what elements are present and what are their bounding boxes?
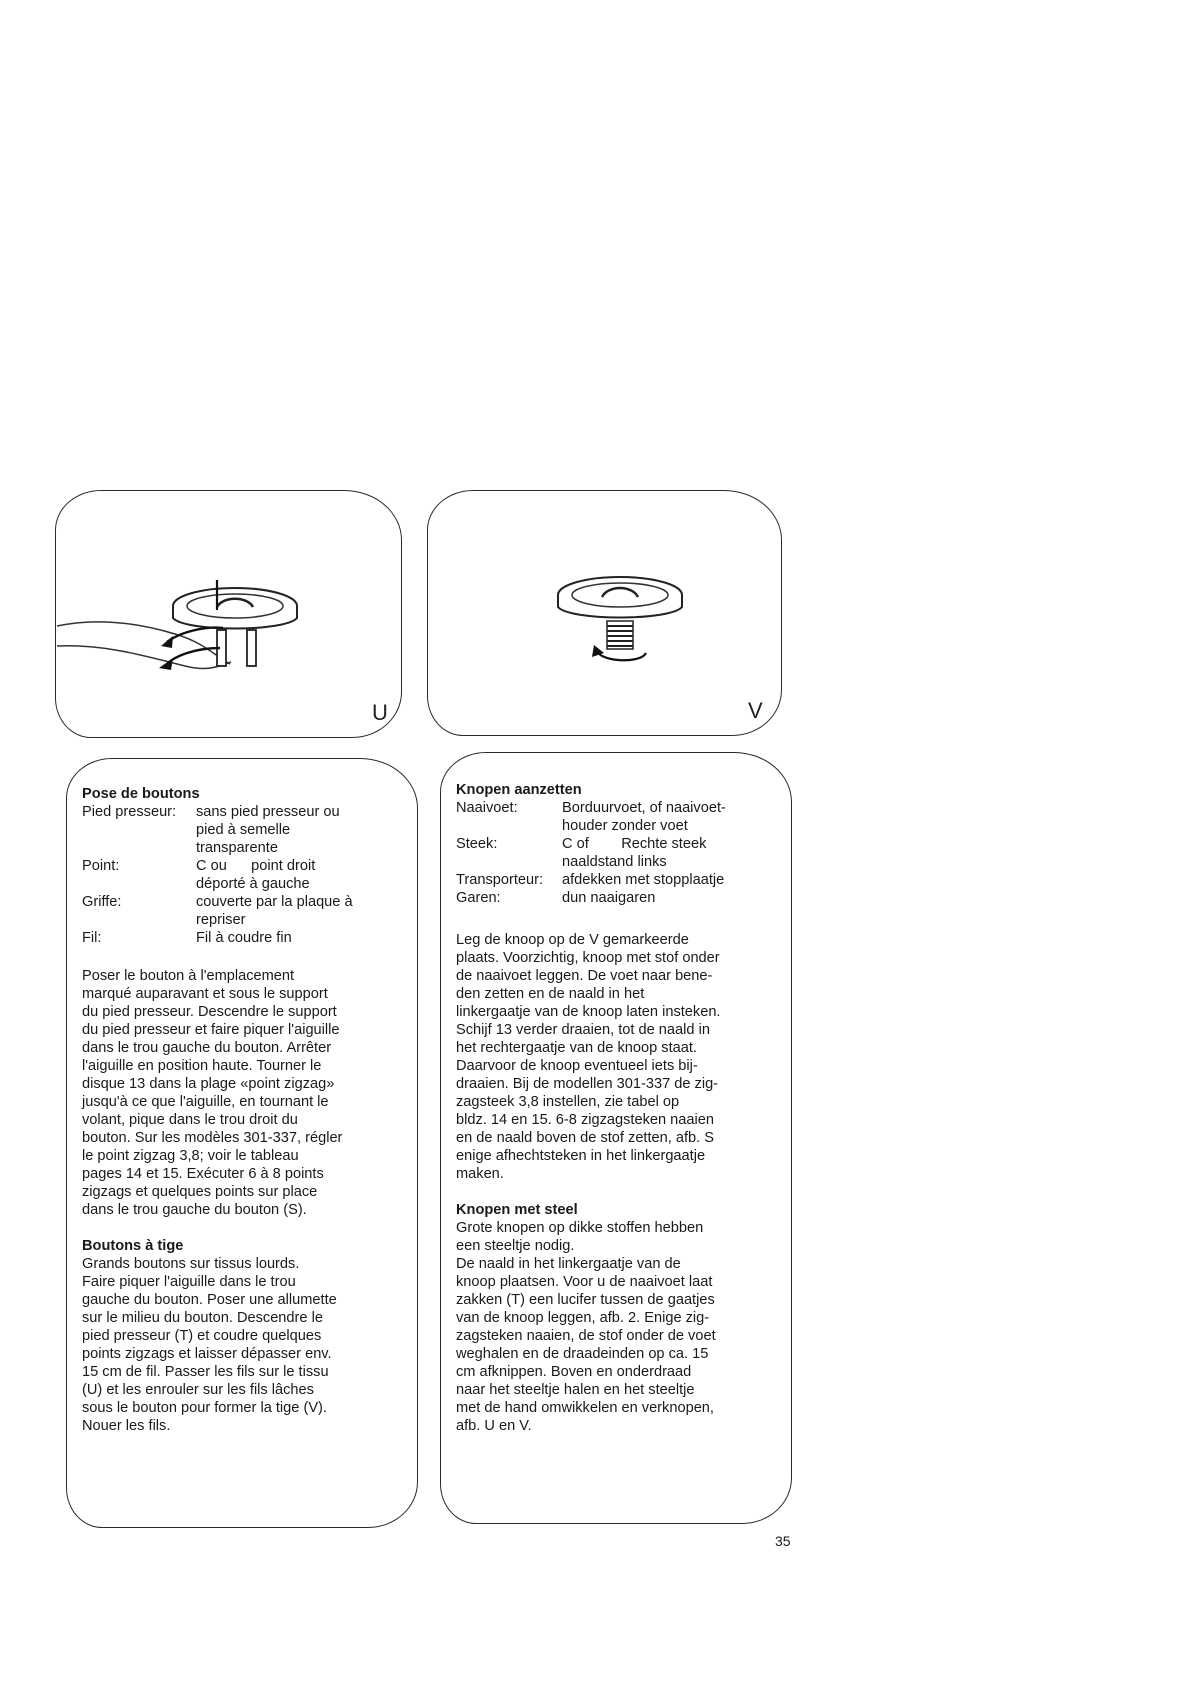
spec-row <box>82 893 353 929</box>
spec-value: C ou point droit déporté à gauche <box>196 858 316 892</box>
section-heading-boutons-a-tige: Boutons à tige <box>82 1238 184 1254</box>
figure-v-label: V <box>748 698 763 723</box>
spec-key: Naaivoet: <box>456 800 518 816</box>
spec-row <box>82 929 353 947</box>
spec-key: Fil: <box>82 930 102 946</box>
spec-row <box>456 835 726 871</box>
spec-key: Steek: <box>456 836 498 852</box>
section-heading-pose-de-boutons: Pose de boutons <box>82 786 200 802</box>
section-heading-knopen-met-steel: Knopen met steel <box>456 1202 578 1218</box>
left-spec-table <box>82 803 353 947</box>
paragraph-knopen-met-steel: Grote knopen op dikke stoffen hebben een steeltje nodig. De naald in het linkergaatje van de knoop plaatsen. Voor u de naaivoet laat zakken (T) een lucifer tussen de gaatjes van de knoop leggen, afb. 2. Enige zig- zagsteken naaien, de stof onder de voet weghalen en de draadeinden op ca. 15 cm afknippen. Boven en onderdraad naar het steeltje halen en het steeltje met de hand omwikkelen en verknopen, afb. U en V. <box>456 1220 716 1434</box>
spec-row <box>82 857 353 893</box>
spec-key: Point: <box>82 858 120 874</box>
spec-key: Griffe: <box>82 894 122 910</box>
spec-key: Transporteur: <box>456 872 544 888</box>
spec-value: sans pied presseur ou pied à semelle transparente <box>196 804 340 856</box>
page-number: 35 <box>775 1533 791 1549</box>
spec-row <box>456 871 726 889</box>
spec-row <box>82 803 353 857</box>
spec-value: dun naaigaren <box>562 890 656 906</box>
spec-key: Garen: <box>456 890 501 906</box>
right-column-text <box>456 781 786 1435</box>
spec-value: afdekken met stopplaatje <box>562 872 725 888</box>
section-heading-knopen-aanzetten: Knopen aanzetten <box>456 782 582 798</box>
paragraph-knopen-aanzetten: Leg de knoop op de V gemarkeerde plaats. Voorzichtig, knoop met stof onder de naaivoet leggen. De voet naar bene- den zetten en de naald in het linkergaatje van de knoop laten insteken. Schijf 13 verder draaien, tot de naald in het rechtergaatje van de knoop staat. Daarvoor de knoop eventueel iets bij- draaien. Bij de modellen 301-337 de zig- zagsteek 3,8 instellen, zie tabel op bldz. 14 en 15. 6-8 zigzagsteken naaien en de naald boven de stof zetten, afb. S enige afhechtsteken in het linkergaatje maken. <box>456 932 721 1182</box>
button-shank-illustration <box>530 565 710 675</box>
button-thread-wrapping-illustration <box>55 560 355 700</box>
spec-value: couverte par la plaque à repriser <box>196 894 353 928</box>
spec-value: Borduurvoet, of naaivoet- houder zonder voet <box>562 800 726 834</box>
spec-value: C of Rechte steek naaldstand links <box>562 836 707 870</box>
right-spec-table <box>456 799 726 907</box>
left-column-text <box>82 785 402 1435</box>
spec-value: Fil à coudre fin <box>196 930 292 946</box>
spec-key: Pied presseur: <box>82 804 177 820</box>
paragraph-boutons-a-tige: Grands boutons sur tissus lourds. Faire piquer l'aiguille dans le trou gauche du bouton. Poser une allumette sur le milieu du bouton. Descendre le pied presseur (T) et coudre quelques points zigzags et laisser dépasser env. 15 cm de fil. Passer les fils sur le tissu (U) et les enrouler sur les fils lâches sous le bouton pour former la tige (V). Nouer les fils. <box>82 1256 337 1434</box>
spec-row <box>456 889 726 907</box>
paragraph-pose-de-boutons: Poser le bouton à l'emplacement marqué auparavant et sous le support du pied presseur. Descendre le support du pied presseur et faire piquer l'aiguille dans le trou gauche du bouton. Arrêter l'aiguille en position haute. Tourner le disque 13 dans la plage «point zigzag» jusqu'à ce que l'aiguille, en tournant le volant, pique dans le trou droit du bouton. Sur les modèles 301-337, régler le point zigzag 3,8; voir le tableau pages 14 et 15. Exécuter 6 à 8 points zigzags et quelques points sur place dans le trou gauche du bouton (S). <box>82 968 343 1218</box>
figure-u-label: U <box>372 700 388 725</box>
spec-row <box>456 799 726 835</box>
